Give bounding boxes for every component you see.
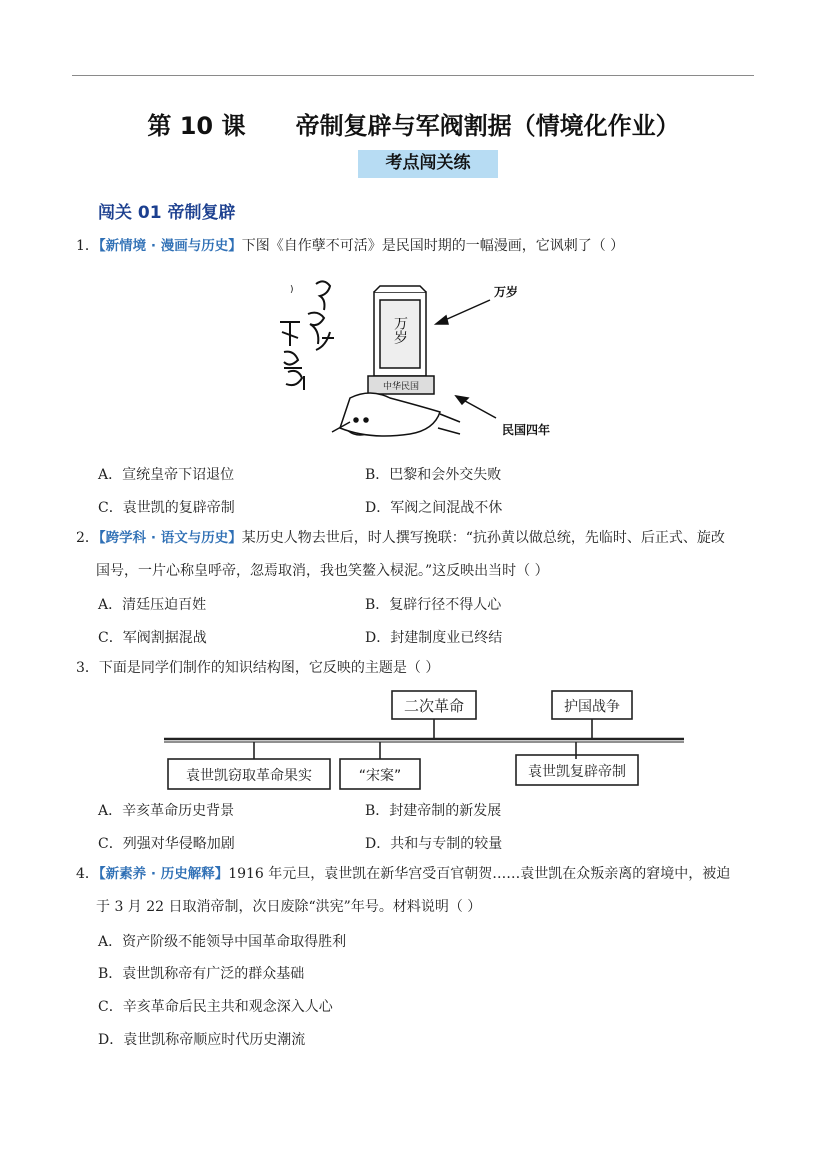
cartoon-figure xyxy=(270,272,570,448)
base-text: 中华民国 xyxy=(382,382,420,392)
question-2 xyxy=(76,522,756,588)
knowledge-structure-diagram xyxy=(164,687,690,791)
question-tag: 【新素养 · 历史解释】 xyxy=(98,866,229,882)
tablet-text: 万岁 xyxy=(392,316,408,344)
q3-option-c[interactable]: C．列强对华侵略加剧 xyxy=(98,836,235,852)
q3-option-d[interactable]: D．共和与专制的较量 xyxy=(365,836,503,852)
question-stem: 下图《自作孽不可活》是民国时期的一幅漫画，它讽刺了（ ） xyxy=(241,238,625,254)
crushed-figure-drawing xyxy=(332,393,460,436)
q4-option-d[interactable]: D．袁世凯称帝顺应时代历史潮流 xyxy=(98,1032,306,1048)
question-number: 2． xyxy=(76,530,99,546)
q2-option-c[interactable]: C．军阀割据混战 xyxy=(98,630,207,646)
question-number: 3． xyxy=(76,660,99,676)
q3-option-b[interactable]: B．封建帝制的新发展 xyxy=(365,803,502,819)
question-stem-line1: 1916 年元旦，袁世凯在新华宫受百官朝贺……袁世凯在众叛亲离的窘境中，被迫 xyxy=(228,866,731,882)
question-tag: 【新情境 · 漫画与历史】 xyxy=(98,238,242,254)
label-bottom: 民国四年 xyxy=(502,423,551,437)
annotation-arrows xyxy=(436,300,496,418)
q1-option-c[interactable]: C．袁世凯的复辟帝制 xyxy=(98,500,235,516)
handwritten-title-drawing xyxy=(280,281,334,390)
q3-option-a[interactable]: A．辛亥革命历史背景 xyxy=(98,803,235,819)
q4-option-c[interactable]: C．辛亥革命后民主共和观念深入人心 xyxy=(98,999,333,1015)
box-bottom-3: 袁世凯复辟帝制 xyxy=(528,764,626,780)
q4-option-a[interactable]: A．资产阶级不能领导中国革命取得胜利 xyxy=(98,934,347,950)
question-number: 1． xyxy=(76,238,99,254)
q1-option-b[interactable]: B．巴黎和会外交失败 xyxy=(365,467,502,483)
question-stem-line1: 某历史人物去世后，时人撰写挽联：“抗孙黄以做总统，先临时、后正式、旋改 xyxy=(241,530,725,546)
question-stem-line2: 国号，一片心称皇呼帝，忽焉取消，我也笑鳌入棂泥。”这反映出当时（ ） xyxy=(96,563,549,579)
question-stem-line2: 于 3 月 22 日取消帝制，次日废除“洪宪”年号。材料说明（ ） xyxy=(96,899,482,915)
question-3 xyxy=(76,652,756,685)
question-tag: 【跨学科 · 语文与历史】 xyxy=(98,530,242,546)
page-title: 第 10 课 帝制复辟与军阀割据（情境化作业） xyxy=(147,112,680,140)
section-badge: 考点闯关练 xyxy=(358,150,498,178)
box-top-2: 护国战争 xyxy=(564,699,620,715)
q2-option-d[interactable]: D．封建制度业已终结 xyxy=(365,630,503,646)
box-top-1: 二次革命 xyxy=(403,697,465,715)
svg-text:): ) xyxy=(290,285,294,295)
q1-option-a[interactable]: A．宣统皇帝下诏退位 xyxy=(98,467,235,483)
top-rule xyxy=(72,75,754,76)
box-bottom-2: “宋案” xyxy=(358,768,402,784)
question-number: 4． xyxy=(76,866,99,882)
q2-option-b[interactable]: B．复辟行径不得人心 xyxy=(365,597,502,613)
question-stem: 下面是同学们制作的知识结构图，它反映的主题是（ ） xyxy=(98,660,440,676)
box-bottom-1: 袁世凯窃取革命果实 xyxy=(186,768,312,784)
question-1 xyxy=(76,230,756,263)
label-top: 万岁 xyxy=(494,285,519,299)
question-4 xyxy=(76,858,756,924)
section-heading: 闯关 01 帝制复辟 xyxy=(98,203,236,223)
q4-option-b[interactable]: B．袁世凯称帝有广泛的群众基础 xyxy=(98,966,305,982)
q1-option-d[interactable]: D．军阀之间混战不休 xyxy=(365,500,503,516)
q2-option-a[interactable]: A．清廷压迫百姓 xyxy=(98,597,207,613)
